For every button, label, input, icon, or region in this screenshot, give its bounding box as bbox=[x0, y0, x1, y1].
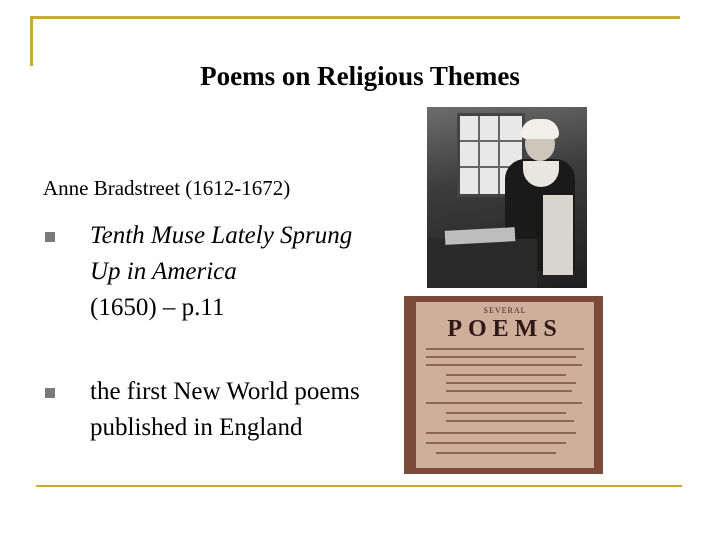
book-title-page-image bbox=[404, 296, 603, 474]
bullet-text: the first New World poems published in England bbox=[90, 378, 360, 441]
book-heading-text: SEVERAL bbox=[483, 306, 527, 315]
slide-subtitle: Anne Bradstreet (1612-1672) bbox=[43, 176, 291, 200]
bullet-text bbox=[90, 218, 380, 326]
square-bullet-icon bbox=[45, 232, 55, 242]
publication-year-text: (1650) – p.11 bbox=[90, 294, 225, 321]
book-page bbox=[416, 302, 594, 468]
frame-bottom-line bbox=[36, 485, 682, 487]
square-bullet-icon bbox=[45, 388, 55, 398]
frame-top-line bbox=[30, 16, 680, 19]
slide-title: Poems on Religious Themes bbox=[200, 61, 520, 91]
author-portrait-image bbox=[427, 107, 587, 288]
book-title-text: Tenth Muse Lately Sprung Up in America bbox=[90, 222, 353, 285]
book-poems-text: POEMS bbox=[447, 316, 563, 342]
